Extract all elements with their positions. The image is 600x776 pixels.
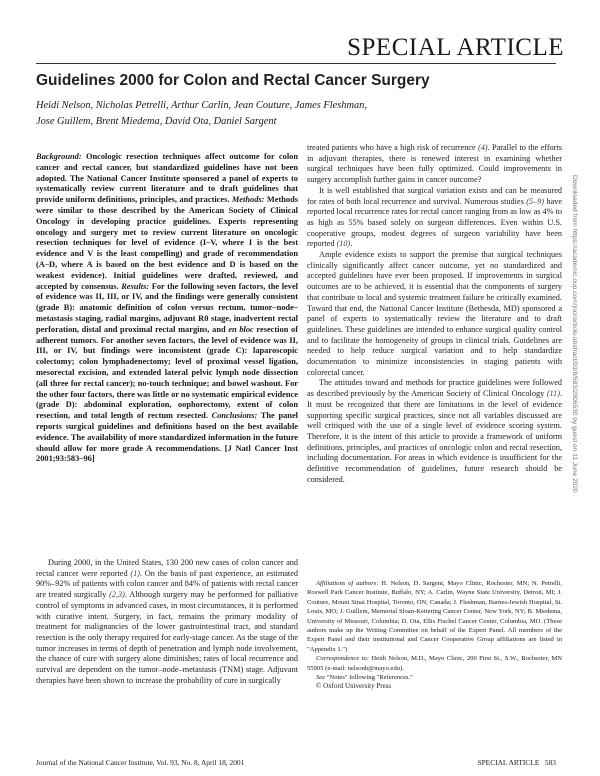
en-bloc-term: en bloc (228, 324, 254, 334)
correspondence-text: Heidi Nelson, M.D., Mayo Clinic, 200 First St., S.W., Rochester, MN 55905 (e-mail: nelsonh@mayo.edu). (307, 655, 562, 672)
citation-link[interactable]: (11) (546, 389, 560, 399)
body-left-column (36, 558, 298, 686)
body-paragraph (36, 558, 298, 686)
page-number: 583 (544, 758, 556, 767)
download-watermark (568, 175, 582, 595)
body-paragraph (307, 378, 562, 485)
abstract-background: Oncologic resection techniques affect outcome for colon cancer and rectal cancer, but standardized guidelines have not been adopted. The National Cancer Institute sponsored a panel of experts to systematically review current literature and to draft guidelines that provide uniform definitions, principles, and practices. (36, 152, 298, 205)
section-header: SPECIAL ARTICLE (347, 34, 564, 61)
see-notes-text: "Notes" following "References." (326, 674, 413, 682)
citation-link[interactable]: (1) (130, 568, 140, 578)
body-text: have reported local recurrence rates for rectal cancer ranging from as low as 4% to as high as 55% based solely on surgeon differences. Even within U.S. cooperative groups, modest degrees of surgeon variability have been reported (307, 196, 563, 249)
header-rule (36, 63, 556, 64)
citation-link[interactable]: (10) (336, 239, 351, 249)
citation-link[interactable]: (2,3) (109, 590, 125, 600)
conclusions-label: Conclusions: (211, 411, 258, 421)
abstract-results-a: For the following seven factors, the level of evidence was II, III, or IV, and the findings were generally consistent (grade B): anatomic definition of colon versus rectum, tumor–node–metastasis staging, radial margins, adjuvant R0 stage, inadvertent rectal perforation, distal and proximal rectal margins, and (36, 281, 298, 334)
article-title: Guidelines 2000 for Colon and Rectal Cancer Surgery (36, 72, 430, 89)
body-text: The attitudes toward and methods for practice guidelines were followed as described previously by the American Society of Clinical Oncology (307, 378, 562, 399)
affiliations-text: H. Nelson, D. Sargent, Mayo Clinic, Rochester, MN; N. Petrelli, Roswell Park Cancer Institute, Buffalo, NY; A. Carlin, Wayne State University, Detroit, MI; J. Couture, Mount Sinai Hospital, Toronto, ON, Canada; J. Fleshman, Barnes-Jewish Hospital, St. Louis, MO; J. Guillem, Memorial Sloan-Kettering Cancer Center, New York, NY; B. Miedema, University of Missouri, Columbia; D. Ota, Ellis Fischel Cancer Center, Columbia, MO. (These authors make up the Writing Committee on behalf of the Expert Panel. All members of the Expert Panel and their institutional and Cancer Cooperative Group affiliations are listed in "Appendix 1.") (307, 580, 562, 653)
abstract-paragraph (36, 152, 298, 465)
affiliations-block (307, 579, 562, 692)
body-paragraph (307, 143, 562, 186)
body-text: . On the basis of past experience, an estimated 90%–92% of patients with colon cancer and 84% of patients with rectal cancer are treated surgically (36, 568, 298, 600)
copyright-line: © Oxford University Press (316, 682, 392, 691)
download-note: Downloaded from https://academic.oup.com/jnci/article-abstract/93/8/583/2906530 by guest on 11 June 2020 (571, 175, 578, 493)
see-notes-paragraph (307, 673, 562, 682)
see-label: See (316, 674, 326, 682)
abstract-conclusions: The panel reports surgical guidelines and definitions based on the best available evidence. The availability of more standardized information in the future should allow for more grade A recommendations. [J Natl Cancer Inst 2001;93:583–96] (36, 411, 298, 464)
body-text: It is well established that surgical variation exists and can be measured for rates of both local recurrence and survival. Numerous studies (307, 185, 562, 206)
correspondence-paragraph (307, 654, 562, 673)
correspondence-label: Correspondence to: (316, 655, 370, 663)
body-text: treated patients who have a high risk of recurrence (307, 143, 476, 152)
affiliations-paragraph (307, 579, 562, 654)
body-text: . Parallel to the efforts in adjuvant therapies, there is renewed interest in examining whether surgical techniques have been fully optimized. Could improvements in surgery accomplish further gains in cancer outcome? (307, 143, 562, 185)
citation-link[interactable]: (5–9) (526, 196, 545, 206)
citation-link[interactable]: (4) (478, 143, 488, 152)
abstract-methods: Methods were similar to those described by the American Society of Clinical Oncology in developing practice guidelines. Experts representing oncology and surgery met to review current literature on oncologic resection techniques for level of evidence (I–V, where I is the best evidence and V is the least compelling) and grade of recommendation (A–D, where A is based on the best evidence and D is based on the weakest evidence). Initial guidelines were drafted, reviewed, and accepted by consensus. (36, 195, 299, 291)
body-text: During 2000, in the United States, 130 200 new cases of colon cancer and rectal cancer were reported (36, 558, 298, 578)
footer-section: SPECIAL ARTICLE (477, 758, 540, 767)
body-paragraph: Ample evidence exists to support the premise that surgical techniques clinically significantly affect cancer outcome, yet no standardized and accepted guidelines have ever been proposed. If improvements in surgical outcomes are to be achieved, it is essential that the components of surgery that contribute to local and systemic treatment failure be critically examined. Toward that end, the National Cancer Institute (Bethesda, MD) sponsored a panel of experts to systematically review the literature and to draft guidelines. These guidelines are intended to enhance surgical quality control and to facilitate the homogeneity of groups in clinical trials. Guidelines are needed to help reduce surgical variation and to help standardize documentation to minimize inconsistencies in staging patients with colorectal cancer. (307, 250, 562, 377)
footer-page-info (477, 758, 556, 767)
background-label: Background: (36, 152, 82, 161)
body-text: . Although surgery may be performed for palliative control of symptoms in advanced cases, in most circumstances, it is performed with curative intent. Surgery, in fact, remains the primary modality of treatment for malignancies of the lower gastrointestinal tract, and standard resection is the only therapy required for early-stage cancer. As the stage of the tumor increases in terms of depth of penetration and lymph node involvement, the chance of cure with surgery alone diminishes; rates of local recurrence and survival are dependent on the tumor–node–metastasis (TNM) stage. Adjuvant therapies have been shown to increase the probability of cure in surgically (36, 590, 299, 685)
methods-label: Methods: (231, 195, 265, 205)
abstract-results-b: resection of adherent tumors. For another seven factors, the level of evidence was II, III, or IV, but findings were inconsistent (grade C): laparoscopic colectomy; colon lymphadenectomy; level of proximal vessel ligation, mesorectal excision, and extended lateral pelvic lymph node dissection (all three for rectal cancer); no-touch technique; and bowel washout. For the other four factors, there was little or no systematic empirical evidence (grade D): abdominal exploration, oophorectomy, extent of colon resection, and total length of rectum resected. (36, 324, 298, 421)
author-list (36, 98, 546, 130)
authors-line-1: Heidi Nelson, Nicholas Petrelli, Arthur Carlin, Jean Couture, James Fleshman, (36, 100, 367, 111)
body-text: . It must be recognized that there are limitations in the level of evidence supporting specific surgical practices, since not all variables discussed are well critiqued with the use of a single level of evidence scoring system. Therefore, it is the intent of this article to provide a framework of uniform definitions, principles, and practices of oncologic colon and rectal resection, including documentation. For areas in which evidence is insufficient for the definitive recommendation of guidelines, future research should be considered. (307, 389, 563, 484)
affiliations-label: Affiliations of authors: (316, 580, 379, 587)
body-right-column (307, 143, 562, 486)
footer-journal: Journal of the National Cancer Institute, Vol. 93, No. 8, April 18, 2001 (36, 758, 245, 767)
body-paragraph (307, 186, 562, 250)
abstract (36, 152, 298, 465)
body-text: . (350, 239, 353, 249)
authors-line-2: Jose Guillem, Brent Miedema, David Ota, Daniel Sargent (36, 116, 277, 127)
results-label: Results: (121, 281, 150, 291)
